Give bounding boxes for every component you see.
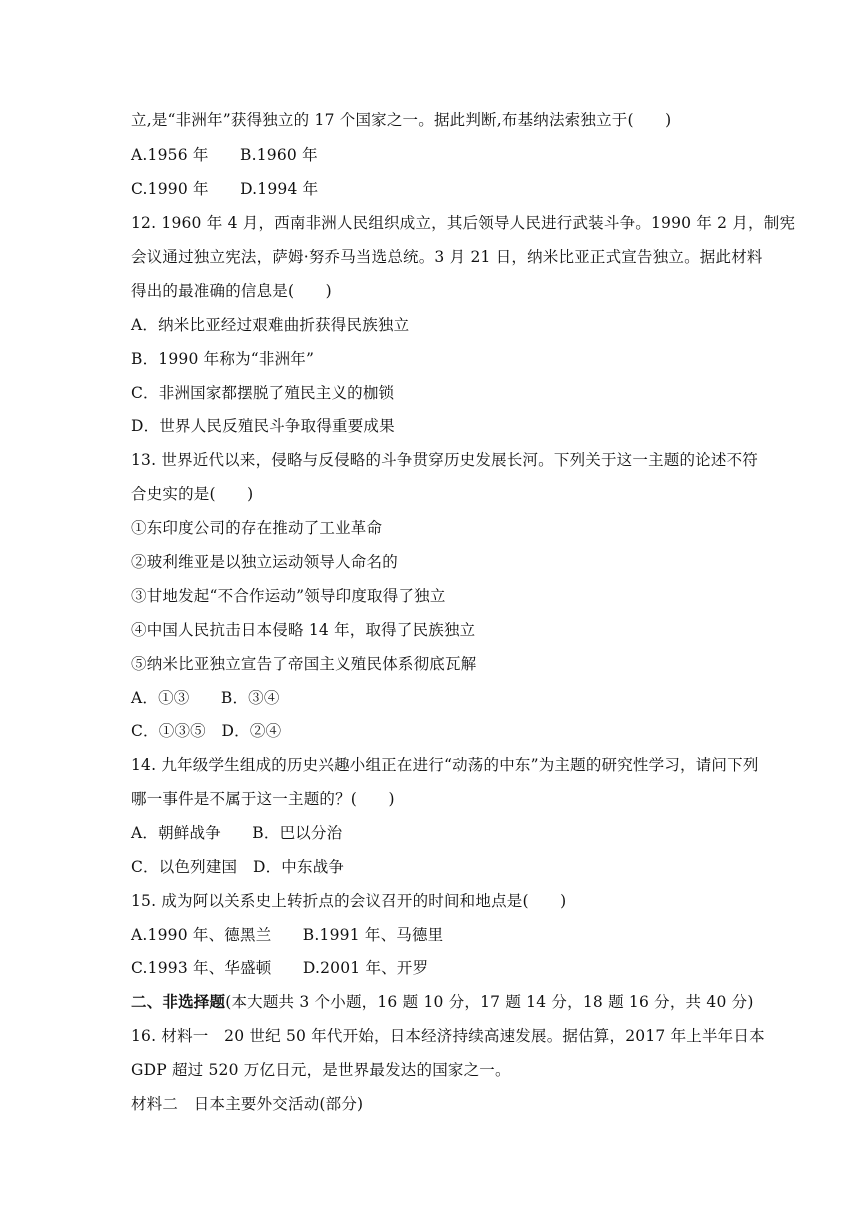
q11-stem-end: 立,是“非洲年”获得独立的 17 个国家之一。据此判断,布基纳法索独立于( ) [131,111,672,129]
section-heading [131,992,754,1012]
q14-stem-line-2: 哪一事件是不属于这一主题的？( ) [131,790,395,808]
q13-stem-line-1: 13. 世界近代以来，侵略与反侵略的斗争贯穿历史发展长河。下列关于这一主题的论述不符 [131,451,758,469]
q13-stem-line-2: 合史实的是( ) [131,485,254,503]
q13-statement-5: ⑤纳米比亚独立宣告了帝国主义殖民体系彻底瓦解 [131,655,477,673]
q12-stem-line-2: 会议通过独立宪法，萨姆·努乔马当选总统。3 月 21 日，纳米比亚正式宣告独立。据此材料 [131,248,763,266]
q13-statement-2: ②玻利维亚是以独立运动领导人命名的 [131,553,398,571]
q13-statement-1: ①东印度公司的存在推动了工业革命 [131,519,383,537]
section-heading-note: (本大题共 3 个小题，16 题 10 分，17 题 14 分，18 题 16 分，共 40 分) [225,993,754,1011]
q15-options-cd: C.1993 年、华盛顿 D.2001 年、开罗 [131,959,429,977]
q12-stem-line-3: 得出的最准确的信息是( ) [131,282,332,300]
q11-options-ab: A.1956 年 B.1960 年 [131,146,318,164]
q14-stem-line-1: 14. 九年级学生组成的历史兴趣小组正在进行“动荡的中东”为主题的研究性学习，请问下列 [131,756,759,774]
section-heading-title: 二、非选择题 [131,992,226,1011]
q12-stem-line-1: 12. 1960 年 4 月，西南非洲人民组织成立，其后领导人民进行武装斗争。1990 年 2 月，制宪 [131,214,796,232]
q12-option-c: C．非洲国家都摆脱了殖民主义的枷锁 [131,384,395,402]
q15-stem: 15. 成为阿以关系史上转折点的会议召开的时间和地点是( ) [131,892,567,910]
q13-options-cd: C．①③⑤ D．②④ [131,722,282,740]
q13-statement-4: ④中国人民抗击日本侵略 14 年，取得了民族独立 [131,621,476,639]
q15-options-ab: A.1990 年、德黑兰 B.1991 年、马德里 [131,926,444,944]
q16-material-1-line-1: 16. 材料一 20 世纪 50 年代开始，日本经济持续高速发展。据估算，2017 年上半年日本 [131,1027,765,1045]
q14-options-cd: C．以色列建国 D．中东战争 [131,858,345,876]
q12-option-d: D．世界人民反殖民斗争取得重要成果 [131,417,395,435]
q16-material-1-line-2: GDP 超过 520 万亿日元，是世界最发达的国家之一。 [131,1061,511,1079]
q16-material-2-title: 材料二 日本主要外交活动(部分) [131,1095,364,1113]
q13-statement-3: ③甘地发起“不合作运动”领导印度取得了独立 [131,587,446,605]
q11-options-cd: C.1990 年 D.1994 年 [131,180,319,198]
q14-options-ab: A．朝鲜战争 B．巴以分治 [131,824,343,842]
q12-option-a: A．纳米比亚经过艰难曲折获得民族独立 [131,316,410,334]
q12-option-b: B．1990 年称为“非洲年” [131,350,315,368]
q13-options-ab: A．①③ B．③④ [131,689,280,707]
